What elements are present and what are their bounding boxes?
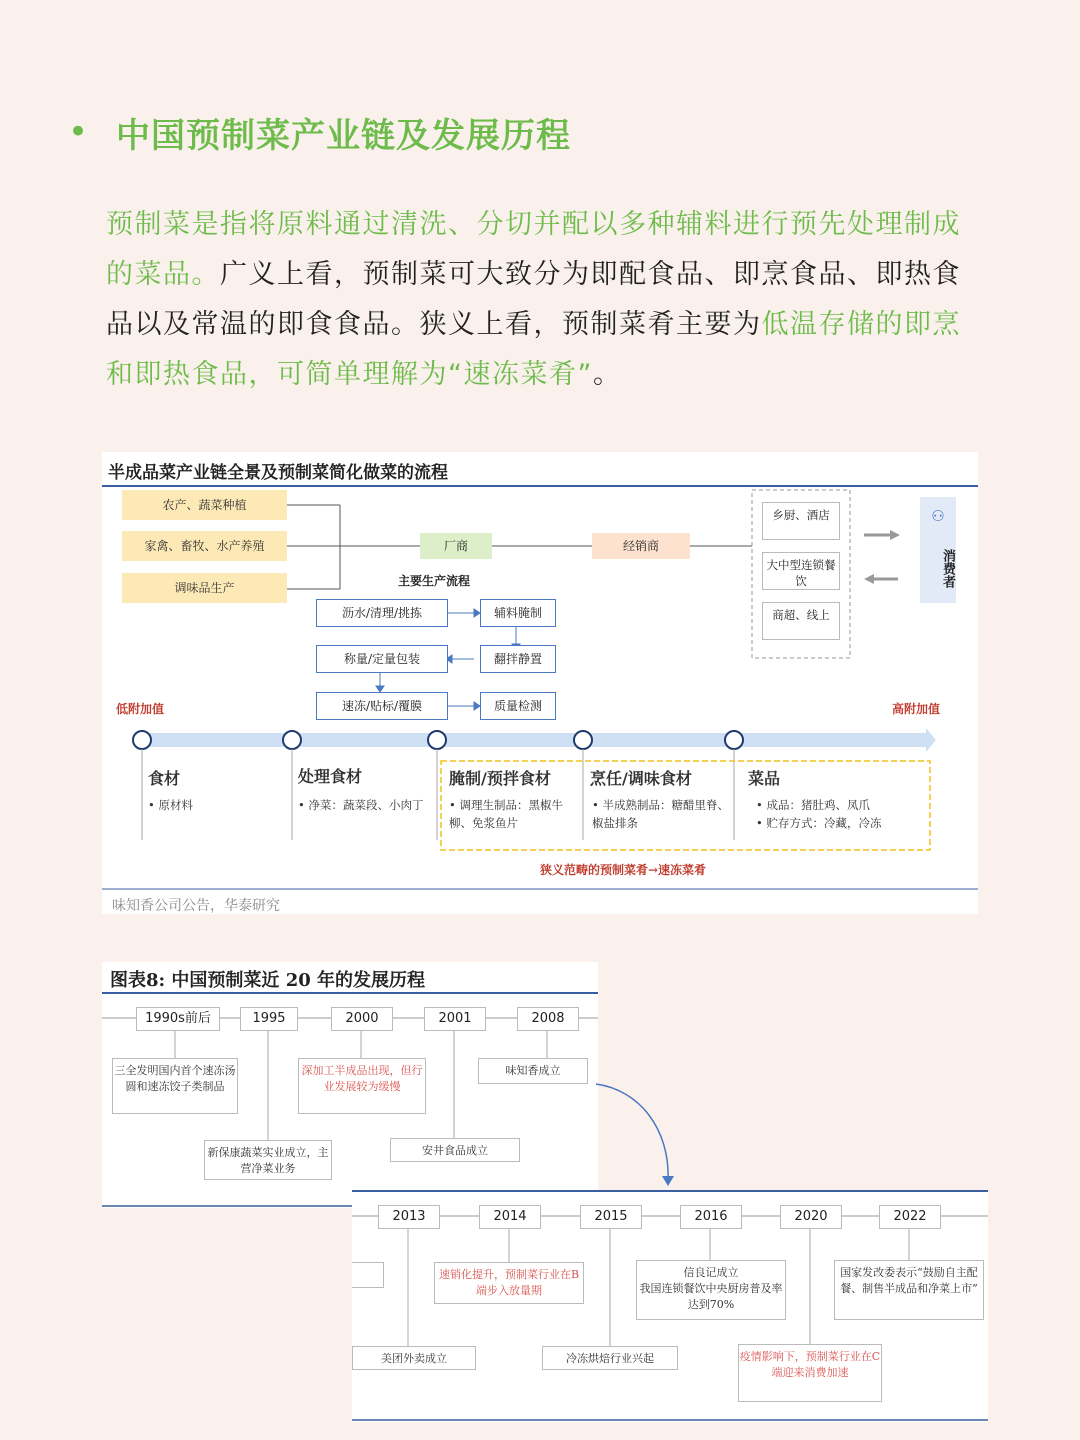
year-2014: 2014 xyxy=(479,1205,541,1229)
stage-marinating-desc: • 调理生制品：黑椒牛柳、免浆鱼片 xyxy=(449,798,563,830)
consumer-icon: ⚇ xyxy=(931,507,945,525)
stage-cooking: 烹任/调味食材 xyxy=(590,769,692,788)
year-2013: 2013 xyxy=(378,1205,440,1229)
event-anjing: 安井食品成立 xyxy=(390,1138,520,1162)
stage-dishes: 菜品 xyxy=(748,769,781,788)
stage-dishes-desc: • 成品：猪肚鸡、凤爪 • 贮存方式：冷藏，冷冻 xyxy=(756,798,882,830)
intro-green-1: 预制菜是指将原料通过清洗、分切并配以多种辅料进行预先处理制成的菜品。 xyxy=(106,209,961,290)
figure2-title: 图表8: 中国预制菜近 20 年的发展历程 xyxy=(110,970,426,991)
stage-processing: 处理食材 xyxy=(298,767,363,786)
industry-chain-figure xyxy=(102,452,978,914)
stage-ingredients-desc: • 原材料 xyxy=(148,798,193,812)
input-livestock: 家禽、畜牧、水产养殖 xyxy=(122,531,287,561)
input-farming: 农产、蔬菜种植 xyxy=(122,490,287,520)
title-bullet: • xyxy=(68,112,89,152)
low-value-label: 低附加值 xyxy=(116,702,165,716)
event-sanquan: 三全发明国内首个速冻汤圆和速冻饺子类制品 xyxy=(112,1058,238,1114)
year-1990s: 1990s前后 xyxy=(136,1007,220,1031)
process-marinate: 辅料腌制 xyxy=(480,599,556,627)
event-semi-finished: 深加工半成品出现，但行业发展较为缓慢 xyxy=(298,1058,426,1114)
event-weizhixiang: 味知香成立 xyxy=(478,1058,588,1084)
event-ndrc-policy: 国家发改委表示“鼓励自主配餐、制售半成品和净菜上市” xyxy=(834,1260,984,1320)
timeline-continue-arrow xyxy=(590,1080,690,1190)
intro-green-2: 低温存储的即烹和即热食品，可简单理解为“速冻菜肴” xyxy=(106,309,961,390)
channel-supermarket: 商超、线上 xyxy=(762,602,840,640)
event-meituan: 美团外卖成立 xyxy=(352,1346,476,1370)
event-frozen-bakery: 冷冻烘焙行业兴起 xyxy=(542,1346,678,1370)
year-2000: 2000 xyxy=(331,1007,393,1031)
channel-chain-dining: 大中型连锁餐饮 xyxy=(762,552,840,590)
process-wash: 沥水/清理/挑拣 xyxy=(316,599,448,627)
year-2015: 2015 xyxy=(580,1205,642,1229)
year-1995: 1995 xyxy=(240,1007,298,1031)
year-2020: 2020 xyxy=(780,1205,842,1229)
timeline-figure-part2 xyxy=(352,1190,988,1422)
input-seasoning: 调味品生产 xyxy=(122,573,287,603)
process-title: 主要生产流程 xyxy=(398,574,471,588)
figure1-title: 半成品菜产业链全景及预制菜简化做菜的流程 xyxy=(108,463,448,483)
year-2016: 2016 xyxy=(680,1205,742,1229)
stage-ingredients: 食材 xyxy=(148,769,181,788)
year-2001: 2001 xyxy=(424,1007,486,1031)
event-xinbaokang: 新保康蔬菜实业成立，主营净菜业务 xyxy=(204,1140,332,1180)
year-2022: 2022 xyxy=(879,1205,941,1229)
process-freeze: 速冻/贴标/覆膜 xyxy=(316,692,448,720)
event-c-end-acceleration: 疫情影响下，预制菜行业在C端迎来消费加速 xyxy=(738,1344,882,1402)
intro-end: 。 xyxy=(592,359,622,390)
figure1-source: 味知香公司公告，华泰研究 xyxy=(112,898,280,914)
stage-cooking-desc: • 半成熟制品：糖醋里脊、椒盐排条 xyxy=(592,798,729,830)
event-b-end-growth: 速销化提升，预制菜行业在B端步入放量期 xyxy=(434,1262,584,1304)
narrow-scope-note: 狭义范畴的预制菜肴→速冻菜肴 xyxy=(540,863,707,877)
intro-paragraph xyxy=(106,200,986,400)
intro-black: 广义上看，预制菜可大致分为即配食品、即烹食品、即热食品以及常温的即食食品。狭义上看，预制菜肴主要为 xyxy=(106,259,961,340)
year-2008: 2008 xyxy=(517,1007,579,1031)
consumer-label: 消费者 xyxy=(940,548,955,588)
manufacturer-box: 厂商 xyxy=(420,533,492,559)
event-xinliangji: 信良记成立 我国连锁餐饮中央厨房普及率达到70% xyxy=(636,1260,786,1320)
stage-marinating: 腌制/预拌食材 xyxy=(449,769,551,788)
channel-restaurant: 乡厨、酒店 xyxy=(762,502,840,540)
high-value-label: 高附加值 xyxy=(892,702,941,716)
timeline-figure-part1 xyxy=(102,962,598,1208)
process-inspect: 质量检测 xyxy=(480,692,556,720)
stage-processing-desc: • 净菜：蔬菜段、小肉丁 xyxy=(298,798,424,812)
figure1-connectors xyxy=(102,452,978,914)
page-title: 中国预制菜产业链及发展历程 xyxy=(116,116,571,156)
process-pack: 称量/定量包装 xyxy=(316,645,448,673)
event-continued-stub xyxy=(352,1262,384,1288)
distributor-box: 经销商 xyxy=(592,533,690,559)
process-mix: 翻拌静置 xyxy=(480,645,556,673)
